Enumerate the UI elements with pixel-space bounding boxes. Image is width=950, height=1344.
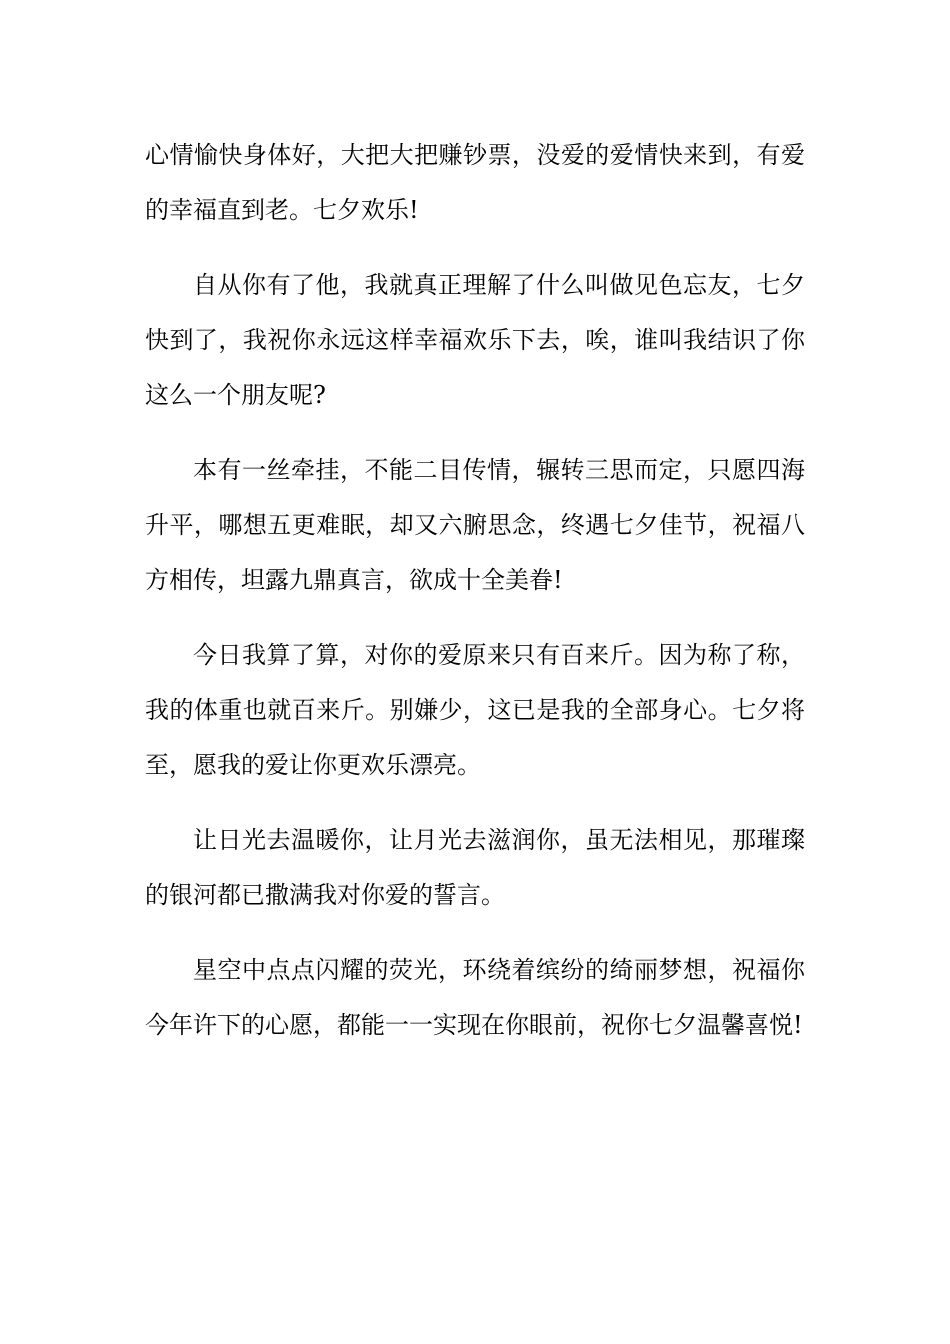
paragraph-1: 心情愉快身体好，大把大把赚钞票，没爱的爱情快来到，有爱的幸福直到老。七夕欢乐! bbox=[145, 141, 805, 224]
paragraph-3: 本有一丝牵挂，不能二目传情，辗转三思而定，只愿四海升平，哪想五更难眠，却又六腑思念，终遇七夕佳节，祝福八方相传，坦露九鼎真言，欲成十全美眷! bbox=[145, 456, 805, 594]
document-body bbox=[145, 128, 805, 1073]
paragraph-5: 让日光去温暖你，让月光去滋润你，虽无法相见，那璀璨的银河都已撒满我对你爱的誓言。 bbox=[145, 826, 805, 909]
paragraph-4: 今日我算了算，对你的爱原来只有百来斤。因为称了称，我的体重也就百来斤。别嫌少，这已是我的全部身心。七夕将至，愿我的爱让你更欢乐漂亮。 bbox=[145, 641, 805, 779]
paragraph-2: 自从你有了他，我就真正理解了什么叫做见色忘友，七夕快到了，我祝你永远这样幸福欢乐下去，唉，谁叫我结识了你这么一个朋友呢? bbox=[145, 271, 805, 409]
paragraph-6: 星空中点点闪耀的荧光，环绕着缤纷的绮丽梦想，祝福你今年许下的心愿，都能一一实现在你眼前，祝你七夕温馨喜悦! bbox=[145, 956, 805, 1039]
